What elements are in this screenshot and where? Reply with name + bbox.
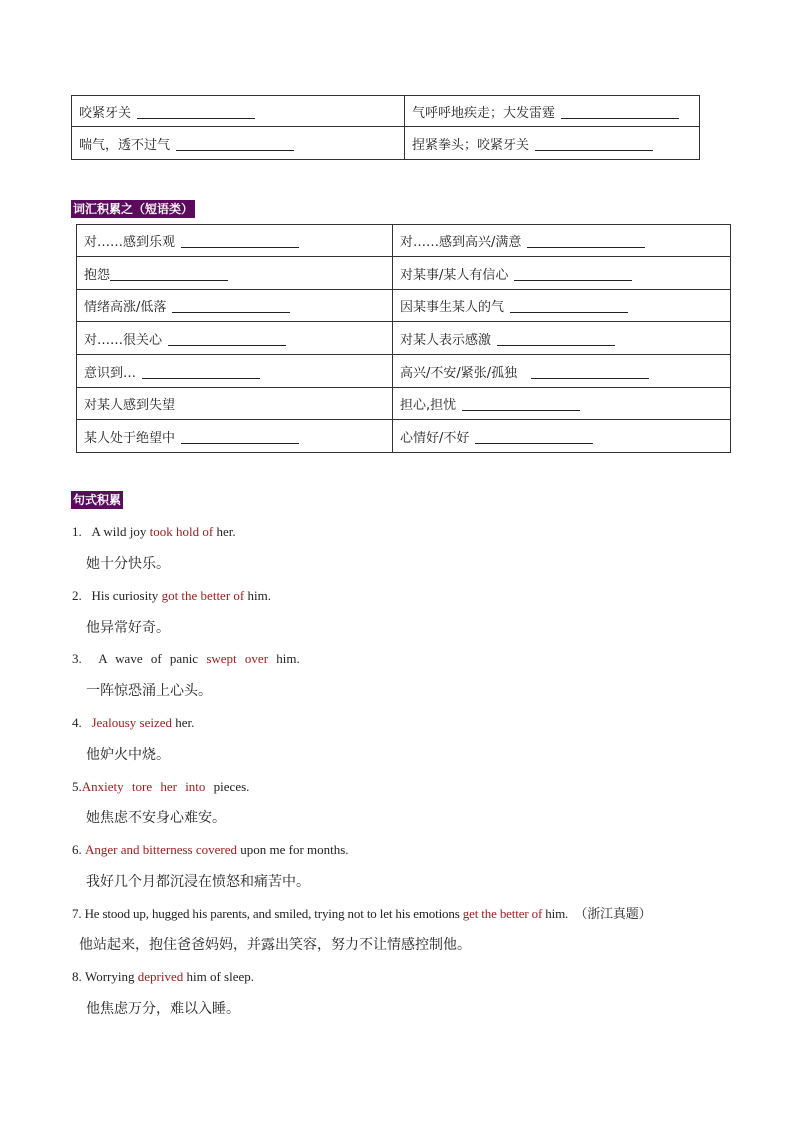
table-cell: 心情好/不好 xyxy=(393,420,731,453)
sentence-5 xyxy=(72,779,249,795)
sentence-7-translation: 他站起来，抱住爸爸妈妈，并露出笑容，努力不让情感控制他。 xyxy=(79,937,471,953)
sentence-5-translation: 她焦虑不安身心难安。 xyxy=(86,810,226,826)
table-cell: 对某事/某人有信心 xyxy=(393,257,731,290)
sentence-7 xyxy=(72,906,651,923)
table-cell: 担心,担忧 xyxy=(393,388,731,420)
sentence-highlight: get the better of xyxy=(462,906,543,921)
sentence-highlight: swept over xyxy=(206,651,269,666)
sentence-2 xyxy=(72,588,271,604)
phrase-section-title: 词汇积累之（短语类） xyxy=(73,202,194,216)
sentence-8-translation: 他焦虑万分，难以入睡。 xyxy=(86,1001,240,1017)
table-cell: 对某人感到失望 xyxy=(77,388,393,420)
sentence-text: His curiosity xyxy=(91,588,162,603)
sentence-highlight: Anger and bitterness covered xyxy=(85,842,237,857)
sentence-highlight: deprived xyxy=(137,969,184,984)
table-cell: 对……感到高兴/满意 xyxy=(393,225,731,257)
sentence-text: pieces. xyxy=(205,779,250,794)
sentence-number: 5. xyxy=(72,779,82,794)
sentence-highlight: got the better of xyxy=(161,588,245,603)
sentence-number: 2. xyxy=(72,588,82,603)
sentence-highlight: Anxiety tore her into xyxy=(81,779,206,794)
sentence-text: A wave of panic xyxy=(98,651,207,666)
sentence-text: her. xyxy=(213,524,236,539)
sentence-8 xyxy=(72,969,254,985)
top-vocab-table xyxy=(71,95,700,160)
sentence-text: him. xyxy=(542,906,569,921)
sentence-number: 3. xyxy=(72,651,82,666)
sentence-highlight: Jealousy seized xyxy=(91,715,173,730)
sentence-2-translation: 他异常好奇。 xyxy=(86,620,170,636)
table-cell: 高兴/不安/紧张/孤独 xyxy=(393,355,731,388)
sentence-number: 8. xyxy=(72,969,82,984)
sentence-3-translation: 一阵惊恐涌上心头。 xyxy=(86,683,212,699)
table-cell: 意识到… xyxy=(77,355,393,388)
sentence-text: He stood up, hugged his parents, and smiled, trying not to let his emotions xyxy=(84,906,463,921)
table-cell: 对某人表示感激 xyxy=(393,322,731,355)
sentence-4-translation: 他妒火中烧。 xyxy=(86,747,170,763)
source-note: （浙江真题） xyxy=(574,907,652,922)
phrase-table xyxy=(76,224,731,453)
table-cell: 咬紧牙关 xyxy=(72,96,405,127)
table-cell: 对……感到乐观 xyxy=(77,225,393,257)
sentence-number: 6. xyxy=(72,842,82,857)
sentence-highlight: took hold of xyxy=(149,524,214,539)
table-cell: 喘气，透不过气 xyxy=(72,127,405,160)
sentence-text: him. xyxy=(268,651,300,666)
sentence-6 xyxy=(72,842,349,858)
table-cell: 捏紧拳头；咬紧牙关 xyxy=(405,127,700,160)
sentence-text: him. xyxy=(244,588,271,603)
sentence-text: him of sleep. xyxy=(183,969,254,984)
sentence-number: 1. xyxy=(72,524,82,539)
table-cell: 因某事生某人的气 xyxy=(393,290,731,322)
sentence-3 xyxy=(72,651,300,667)
table-cell: 气呼呼地疾走；大发雷霆 xyxy=(405,96,700,127)
sentence-number: 4. xyxy=(72,715,82,730)
sentence-text: her. xyxy=(172,715,195,730)
table-cell: 抱怨 xyxy=(77,257,393,290)
sentence-text: A wild joy xyxy=(91,524,150,539)
sentence-text: upon me for months. xyxy=(236,842,349,857)
sentence-6-translation: 我好几个月都沉浸在愤怒和痛苦中。 xyxy=(86,874,310,890)
sentence-1-translation: 她十分快乐。 xyxy=(86,556,170,572)
sentence-4 xyxy=(72,715,194,731)
sentence-section-title: 句式积累 xyxy=(73,493,122,507)
sentence-number: 7. xyxy=(72,906,82,921)
table-cell: 某人处于绝望中 xyxy=(77,420,393,453)
sentence-1 xyxy=(72,524,236,540)
table-cell: 情绪高涨/低落 xyxy=(77,290,393,322)
table-cell: 对……很关心 xyxy=(77,322,393,355)
sentence-text: Worrying xyxy=(85,969,138,984)
